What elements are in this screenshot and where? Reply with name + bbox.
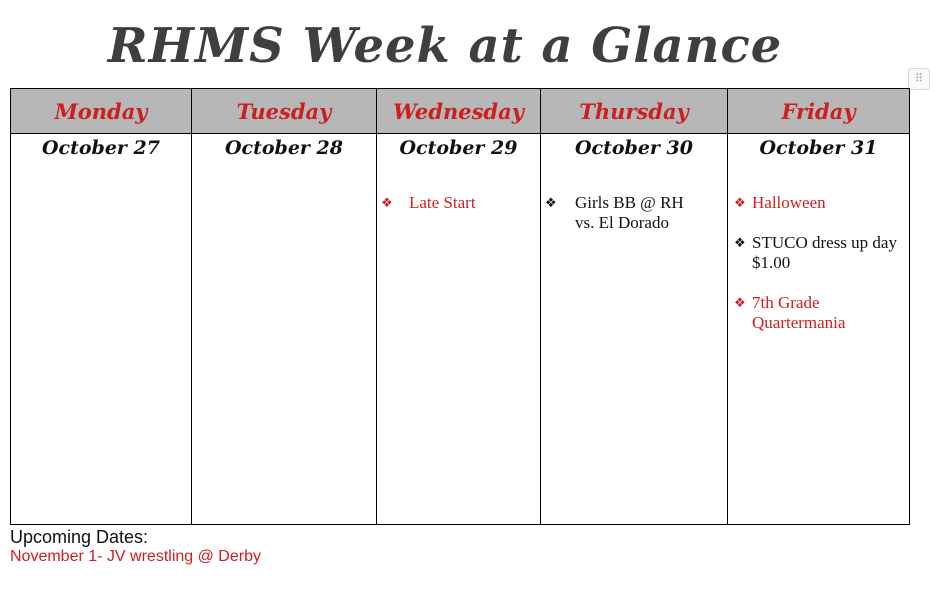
cell-wednesday[interactable]: [377, 134, 541, 525]
diamond-bullet-icon: ❖: [381, 195, 393, 210]
events-wednesday: [377, 193, 540, 213]
date-friday: October 31: [759, 137, 878, 159]
cell-friday[interactable]: [728, 134, 910, 525]
date-thursday: October 30: [574, 137, 693, 159]
cell-thursday[interactable]: [541, 134, 728, 525]
event-text: Girls BB @ RH vs. El Dorado: [575, 193, 684, 232]
day-content-row: [11, 134, 910, 525]
event-item: [377, 193, 536, 213]
diamond-bullet-icon: ❖: [734, 295, 746, 310]
event-item: [541, 193, 707, 233]
event-text: Halloween: [752, 193, 826, 212]
diamond-bullet-icon: ❖: [734, 195, 746, 210]
header-wednesday: Wednesday: [377, 89, 541, 134]
event-item: [728, 293, 905, 333]
page-title: RHMS Week at a Glance: [107, 18, 783, 74]
drag-dots-icon[interactable]: ⠿: [908, 68, 930, 90]
cell-tuesday[interactable]: [192, 134, 377, 525]
event-text: STUCO dress up day $1.00: [752, 233, 897, 272]
cell-monday[interactable]: [11, 134, 192, 525]
week-table: [10, 88, 910, 525]
date-wednesday: October 29: [399, 137, 518, 159]
event-item: [728, 193, 905, 213]
diamond-bullet-icon: ❖: [545, 195, 557, 210]
date-tuesday: October 28: [224, 137, 343, 159]
diamond-bullet-icon: ❖: [734, 235, 746, 250]
header-friday: Friday: [728, 89, 910, 134]
event-text: 7th Grade Quartermania: [752, 293, 846, 332]
upcoming-dates-label: Upcoming Dates:: [10, 527, 149, 547]
date-monday: October 27: [41, 137, 160, 159]
event-text: Late Start: [409, 193, 476, 212]
header-tuesday: Tuesday: [192, 89, 377, 134]
header-thursday: Thursday: [541, 89, 728, 134]
day-header-row: [11, 89, 910, 134]
events-friday: [728, 193, 909, 333]
header-monday: Monday: [11, 89, 192, 134]
events-thursday: [541, 193, 727, 233]
event-item: [728, 233, 905, 273]
upcoming-date-item: November 1- JV wrestling @ Derby: [10, 548, 261, 565]
